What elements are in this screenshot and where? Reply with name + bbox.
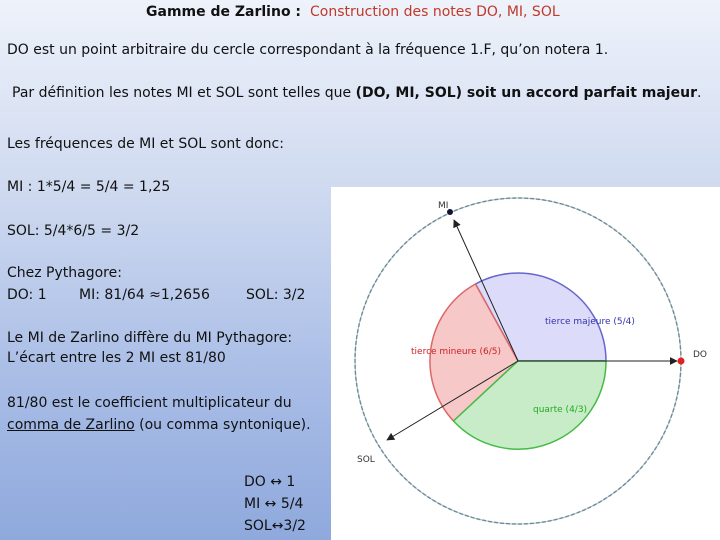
- text-pythagore-sol: SOL: 3/2: [246, 287, 306, 303]
- point-do: [678, 358, 685, 365]
- text-do-definition: DO est un point arbitraire du cercle correspondant à la fréquence 1.F, qu’on notera 1.: [7, 42, 609, 58]
- label-mi: MI: [438, 201, 449, 211]
- text-pythagore-do: DO: 1: [7, 287, 47, 303]
- label-fourth: quarte (4/3): [533, 405, 588, 415]
- text-chord-b: (DO, MI, SOL) soit un accord parfait majeur: [355, 85, 697, 101]
- text-diff-line1: Le MI de Zarlino diffère du MI Pythagore:: [7, 330, 293, 346]
- label-third-major: tierce majeure (5/4): [545, 317, 635, 327]
- text-map-sol: SOL↔3/2: [244, 518, 306, 534]
- text-chord-a: Par définition les notes MI et SOL sont telles que: [12, 85, 356, 101]
- text-map-mi: MI ↔ 5/4: [244, 496, 304, 512]
- text-chord-c: .: [696, 85, 702, 101]
- page-title: Gamme de Zarlino :: [146, 4, 302, 20]
- text-frequencies-intro: Les fréquences de MI et SOL sont donc:: [7, 136, 284, 152]
- text-mi-calc: MI : 1*5/4 = 5/4 = 1,25: [7, 179, 171, 195]
- circle-figure: [331, 187, 720, 540]
- text-diff-line2: L’écart entre les 2 MI est 81/80: [7, 350, 226, 366]
- text-pythagore-head: Chez Pythagore:: [7, 265, 122, 281]
- text-map-do: DO ↔ 1: [244, 474, 296, 490]
- text-pythagore-mi: MI: 81/64 ≈1,2656: [79, 287, 210, 303]
- text-comma-name: comma de Zarlino: [7, 417, 135, 433]
- text-comma-line2: [7, 417, 311, 434]
- text-sol-calc: SOL: 5/4*6/5 = 3/2: [7, 223, 140, 239]
- page-subtitle: Construction des notes DO, MI, SOL: [310, 4, 560, 20]
- circle-diagram: [331, 187, 720, 540]
- label-sol: SOL: [357, 455, 375, 465]
- label-do: DO: [693, 350, 708, 360]
- text-comma-rest: (ou comma syntonique).: [134, 417, 311, 433]
- label-third-minor: tierce mineure (6/5): [411, 347, 502, 357]
- text-chord-definition: [12, 85, 701, 102]
- text-comma-line1: 81/80 est le coefficient multiplicateur du: [7, 395, 292, 411]
